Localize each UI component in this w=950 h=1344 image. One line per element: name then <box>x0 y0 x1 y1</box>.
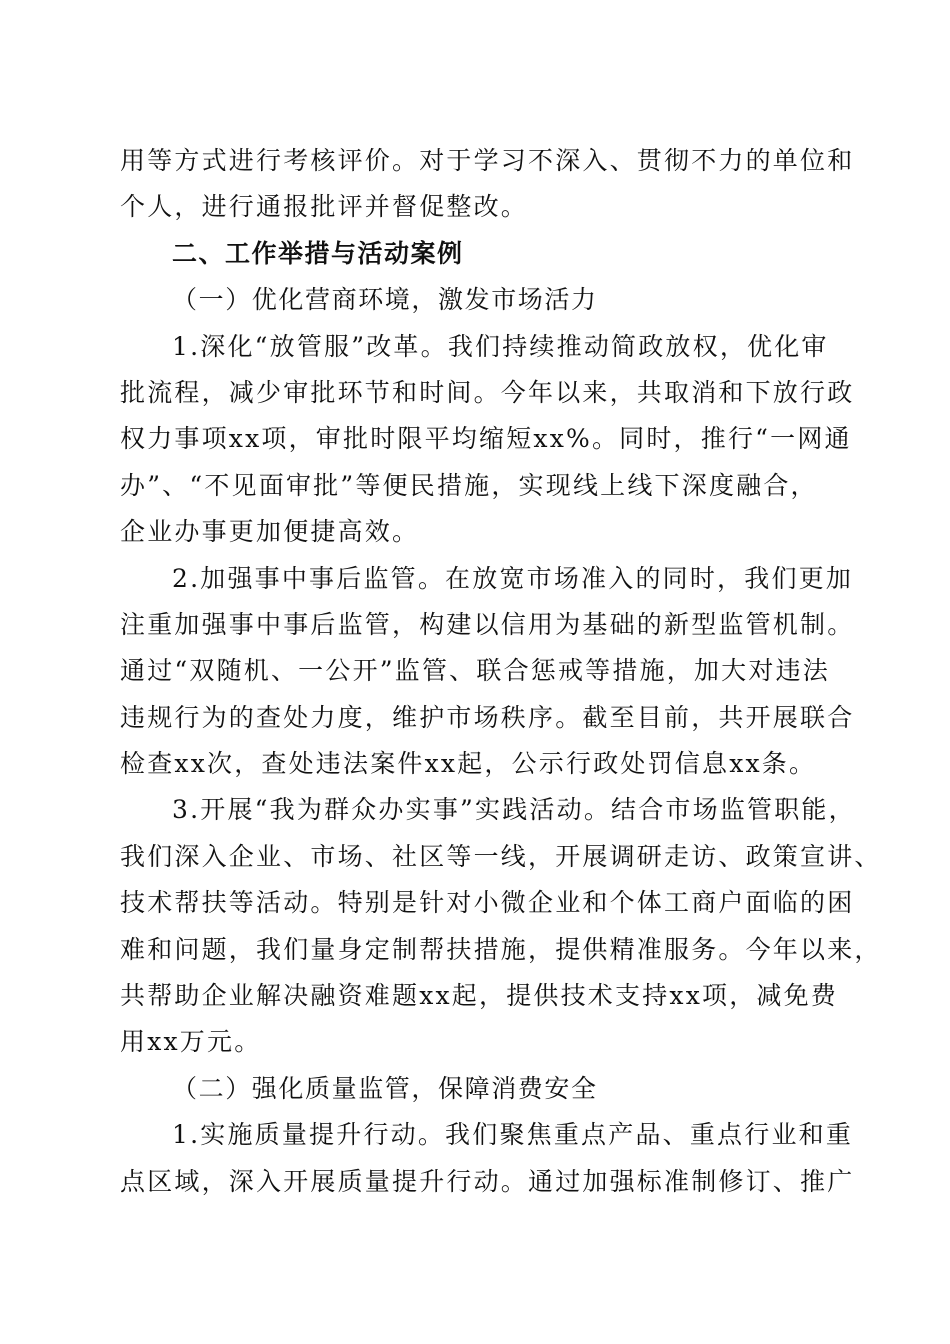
paragraph-line: 2.加强事中事后监管。在放宽市场准入的同时，我们更加 <box>172 563 854 593</box>
paragraph-line: 技术帮扶等活动。特别是针对小微企业和个体工商户面临的困 <box>120 888 855 918</box>
paragraph-line: 通过“双随机、一公开”监管、联合惩戒等措施，加大对违法 <box>120 656 830 686</box>
paragraph-line: 点区域，深入开展质量提升行动。通过加强标准制修订、推广 <box>120 1166 855 1196</box>
paragraph-line: 用等方式进行考核评价。对于学习不深入、贯彻不力的单位和 <box>120 146 855 175</box>
document-body <box>120 138 882 1205</box>
paragraph-line: 批流程，减少审批环节和时间。今年以来，共取消和下放行政 <box>120 377 855 407</box>
paragraph-line: 3.开展“我为群众办实事”实践活动。结合市场监管职能， <box>172 795 856 825</box>
paragraph-line: 我们深入企业、市场、社区等一线，开展调研走访、政策宣讲、 <box>120 841 882 871</box>
paragraph-line: 注重加强事中事后监管，构建以信用为基础的新型监管机制。 <box>120 609 855 639</box>
paragraph-line: 违规行为的查处力度，维护市场秩序。截至目前，共开展联合 <box>120 702 855 732</box>
subsection-heading: （二）强化质量监管，保障消费安全 <box>172 1073 598 1103</box>
paragraph-line: 1.深化“放管服”改革。我们持续推动简政放权，优化审 <box>172 331 829 361</box>
paragraph-line: 个人，进行通报批评并督促整改。 <box>120 192 529 222</box>
paragraph-line: 权力事项xx项，审批时限平均缩短xx%。同时，推行“一网通 <box>120 424 852 454</box>
paragraph-line: 企业办事更加便捷高效。 <box>120 517 420 547</box>
subsection-heading: （一）优化营商环境，激发市场活力 <box>172 285 598 315</box>
paragraph-line: 办”、“不见面审批”等便民措施，实现线上线下深度融合， <box>120 470 818 500</box>
paragraph-line: 难和问题，我们量身定制帮扶措施，提供精准服务。今年以来， <box>120 934 882 964</box>
section-heading: 二、工作举措与活动案例 <box>172 238 464 268</box>
paragraph-line: 共帮助企业解决融资难题xx起，提供技术支持xx项，减免费 <box>120 981 838 1011</box>
paragraph-line: 1.实施质量提升行动。我们聚焦重点产品、重点行业和重 <box>172 1120 854 1150</box>
paragraph-line: 用xx万元。 <box>120 1027 262 1057</box>
paragraph-line: 检查xx次，查处违法案件xx起，公示行政处罚信息xx条。 <box>120 749 817 779</box>
